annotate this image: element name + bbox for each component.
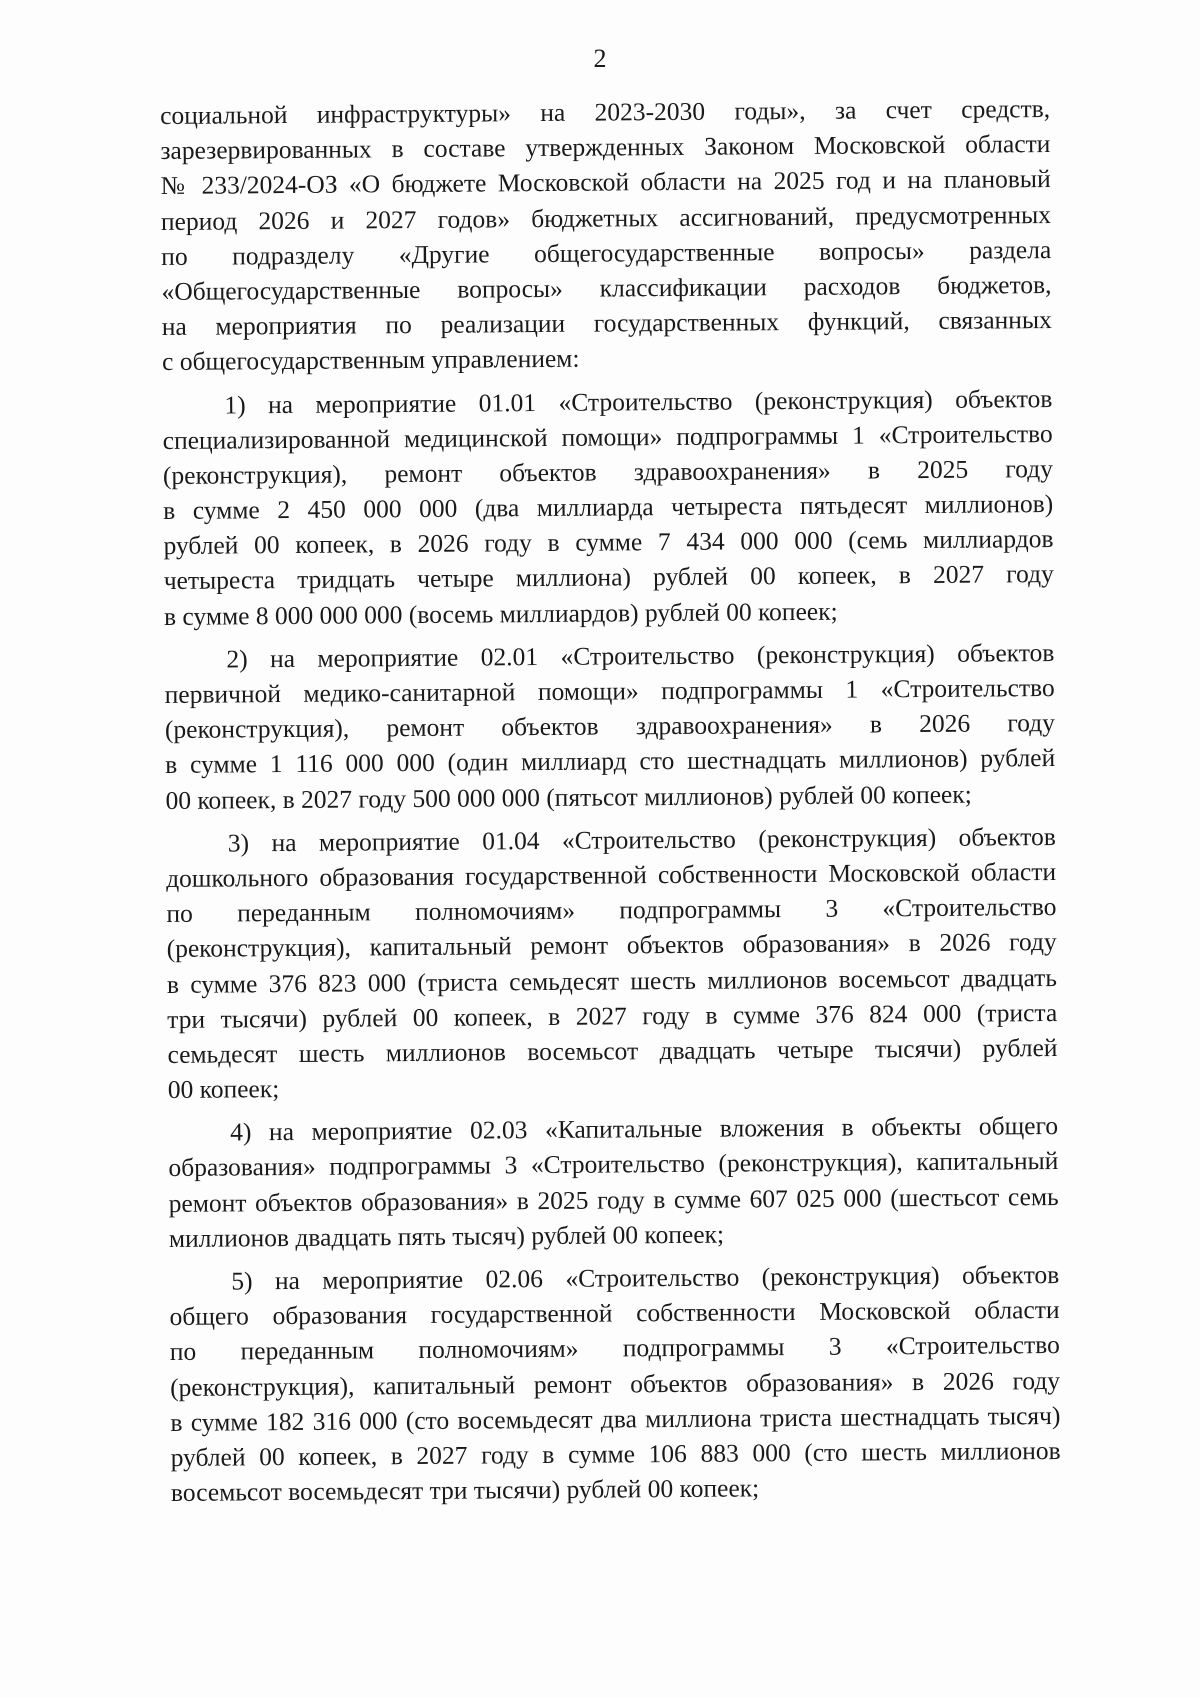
text-line: ремонт объектов образования» в 2025 году в сумме 607 025 000 (шестьсот семь (168, 1181, 1059, 1218)
text-line: первичной медико-санитарной помощи» подпрограммы 1 «Строительство (164, 672, 1055, 709)
text-line: 5) на мероприятие 02.06 «Строительство (реконструкция) объектов (231, 1259, 1060, 1296)
text-line: (реконструкция), ремонт объектов здравоохранения» в 2026 году (164, 708, 1056, 745)
text-line: в сумме 1 116 000 000 (один миллиард сто шестнадцать миллионов) рублей (165, 743, 1056, 780)
text-line: с общегосударственным управлением: (161, 344, 580, 377)
text-line: в сумме 182 316 000 (сто восемьдесят два миллиона триста шестнадцать тысяч) (170, 1400, 1061, 1437)
text-line: социальной инфраструктуры» на 2023-2030 годы», за счет средств, (160, 94, 1051, 130)
text-line: 4) на мероприятие 02.03 «Капитальные вложения в объекты общего (230, 1111, 1059, 1147)
text-line: образования» подпрограммы 3 «Строительство (реконструкция), капитальный (168, 1146, 1059, 1183)
text-line: в сумме 376 823 000 (триста семьдесят шесть миллионов восемьсот двадцать (166, 962, 1058, 999)
text-line: специализированной медицинской помощи» подпрограммы 1 «Строительство (162, 418, 1053, 455)
document-body (160, 91, 1061, 1510)
text-line: зарезервированных в составе утвержденных Законом Московской области (160, 129, 1051, 166)
text-line: общего образования государственной собственности Московской области (169, 1295, 1060, 1332)
text-line: дошкольного образования государственной собственности Московской области (166, 856, 1057, 893)
paragraph-6 (169, 1257, 1061, 1510)
text-line: 2) на мероприятие 02.01 «Строительство (реконструкция) объектов (226, 637, 1055, 674)
text-line: восемьсот восемьдесят три тысячи) рублей 00 копеек; (170, 1473, 760, 1508)
text-line: № 233/2024-ОЗ «О бюджете Московской области на 2025 год и на плановый (160, 164, 1051, 201)
paragraph-3 (164, 635, 1055, 818)
text-line: (реконструкция), капитальный ремонт объектов образования» в 2026 году (166, 927, 1057, 964)
text-line: 3) на мероприятие 01.04 «Строительство (реконструкция) объектов (227, 821, 1056, 858)
text-line: период 2026 и 2027 годов» бюджетных ассигнований, предусмотренных (160, 199, 1052, 236)
text-line: рублей 00 копеек, в 2027 году в сумме 106 883 000 (сто шесть миллионов (170, 1435, 1061, 1472)
paragraph-5 (168, 1108, 1059, 1256)
text-line: семьдесят шесть миллионов восемьсот двадцать четыре тысячи) рублей (167, 1032, 1058, 1069)
paragraph-1 (160, 91, 1052, 379)
text-line: 1) на мероприятие 01.01 «Строительство (реконструкция) объектов (224, 383, 1053, 420)
text-line: рублей 00 копеек, в 2026 году в сумме 7 434 000 000 (семь миллиардов (163, 524, 1054, 561)
text-line: по переданным полномочиям» подпрограммы 3 «Строительство (169, 1330, 1060, 1367)
page-number: 2 (593, 44, 607, 73)
text-line: три тысячи) рублей 00 копеек, в 2027 году в сумме 376 824 000 (триста (167, 997, 1058, 1034)
text-line: в сумме 8 000 000 000 (восемь миллиардов) рублей 00 копеек; (163, 596, 838, 631)
paragraph-2 (162, 381, 1054, 634)
text-line: миллионов двадцать пять тысяч) рублей 00 копеек; (168, 1219, 725, 1253)
text-line: 00 копеек, в 2027 году 500 000 000 (пятьсот миллионов) рублей 00 копеек; (165, 779, 972, 815)
text-line: «Общегосударственные вопросы» классификации расходов бюджетов, (161, 269, 1052, 306)
paragraph-4 (166, 819, 1058, 1107)
text-line: по переданным полномочиям» подпрограммы 3 «Строительство (166, 892, 1057, 929)
text-line: четыреста тридцать четыре миллиона) рублей 00 копеек, в 2027 году (163, 559, 1054, 596)
text-line: по подразделу «Другие общегосударственные вопросы» раздела (161, 234, 1052, 271)
text-line: (реконструкция), капитальный ремонт объектов образования» в 2026 году (170, 1365, 1061, 1402)
text-line: на мероприятия по реализации государственных функций, связанных (161, 305, 1052, 342)
text-line: в сумме 2 450 000 000 (два миллиарда четыреста пятьдесят миллионов) (163, 489, 1054, 526)
text-line: (реконструкция), ремонт объектов здравоохранения» в 2025 году (162, 453, 1054, 490)
text-line: 00 копеек; (167, 1074, 280, 1105)
